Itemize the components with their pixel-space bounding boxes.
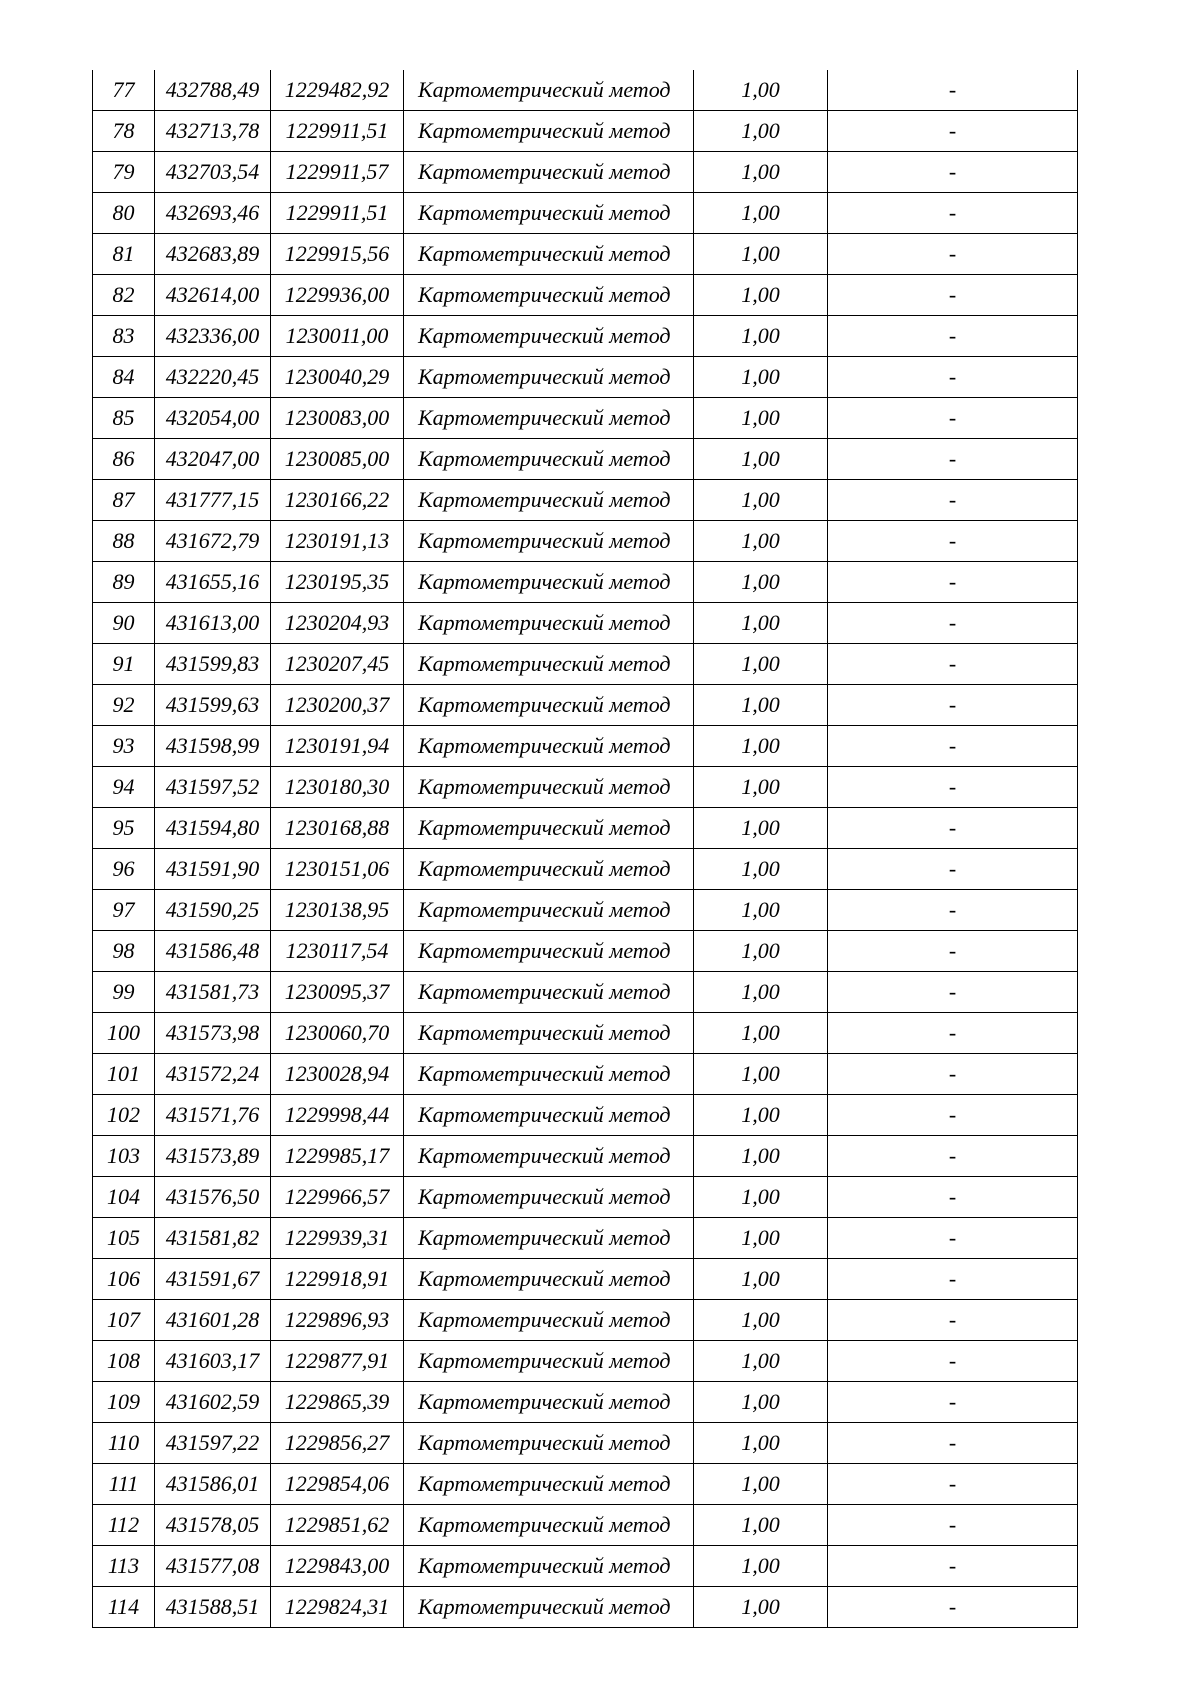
y-coordinate-cell: 1230191,94 — [271, 726, 404, 767]
x-coordinate-cell: 431602,59 — [155, 1382, 271, 1423]
x-coordinate-cell: 431777,15 — [155, 480, 271, 521]
y-coordinate-cell: 1230207,45 — [271, 644, 404, 685]
accuracy-cell: 1,00 — [694, 1382, 828, 1423]
description-cell: - — [828, 1054, 1078, 1095]
point-number-cell: 91 — [93, 644, 155, 685]
table-row — [93, 152, 1078, 193]
description-cell: - — [828, 234, 1078, 275]
method-cell: Картометрический метод — [404, 1546, 694, 1587]
description-cell: - — [828, 1218, 1078, 1259]
table-row — [93, 111, 1078, 152]
y-coordinate-cell: 1229896,93 — [271, 1300, 404, 1341]
x-coordinate-cell: 432703,54 — [155, 152, 271, 193]
method-cell: Картометрический метод — [404, 439, 694, 480]
point-number-cell: 93 — [93, 726, 155, 767]
description-cell: - — [828, 931, 1078, 972]
description-cell: - — [828, 1382, 1078, 1423]
point-number-cell: 100 — [93, 1013, 155, 1054]
y-coordinate-cell: 1229865,39 — [271, 1382, 404, 1423]
x-coordinate-cell: 431597,22 — [155, 1423, 271, 1464]
point-number-cell: 87 — [93, 480, 155, 521]
method-cell: Картометрический метод — [404, 152, 694, 193]
x-coordinate-cell: 431613,00 — [155, 603, 271, 644]
description-cell: - — [828, 1300, 1078, 1341]
y-coordinate-cell: 1229966,57 — [271, 1177, 404, 1218]
x-coordinate-cell: 431572,24 — [155, 1054, 271, 1095]
y-coordinate-cell: 1230200,37 — [271, 685, 404, 726]
accuracy-cell: 1,00 — [694, 193, 828, 234]
y-coordinate-cell: 1229936,00 — [271, 275, 404, 316]
method-cell: Картометрический метод — [404, 931, 694, 972]
accuracy-cell: 1,00 — [694, 480, 828, 521]
description-cell: - — [828, 439, 1078, 480]
x-coordinate-cell: 431577,08 — [155, 1546, 271, 1587]
point-number-cell: 97 — [93, 890, 155, 931]
method-cell: Картометрический метод — [404, 767, 694, 808]
y-coordinate-cell: 1229939,31 — [271, 1218, 404, 1259]
y-coordinate-cell: 1230168,88 — [271, 808, 404, 849]
method-cell: Картометрический метод — [404, 726, 694, 767]
accuracy-cell: 1,00 — [694, 111, 828, 152]
method-cell: Картометрический метод — [404, 1341, 694, 1382]
accuracy-cell: 1,00 — [694, 1136, 828, 1177]
accuracy-cell: 1,00 — [694, 562, 828, 603]
point-number-cell: 96 — [93, 849, 155, 890]
accuracy-cell: 1,00 — [694, 931, 828, 972]
method-cell: Картометрический метод — [404, 70, 694, 111]
method-cell: Картометрический метод — [404, 1464, 694, 1505]
y-coordinate-cell: 1229998,44 — [271, 1095, 404, 1136]
method-cell: Картометрический метод — [404, 1382, 694, 1423]
description-cell: - — [828, 726, 1078, 767]
method-cell: Картометрический метод — [404, 808, 694, 849]
x-coordinate-cell: 431586,48 — [155, 931, 271, 972]
accuracy-cell: 1,00 — [694, 1587, 828, 1628]
x-coordinate-cell: 431586,01 — [155, 1464, 271, 1505]
x-coordinate-cell: 432713,78 — [155, 111, 271, 152]
point-number-cell: 81 — [93, 234, 155, 275]
description-cell: - — [828, 685, 1078, 726]
accuracy-cell: 1,00 — [694, 890, 828, 931]
y-coordinate-cell: 1229985,17 — [271, 1136, 404, 1177]
accuracy-cell: 1,00 — [694, 1423, 828, 1464]
point-number-cell: 77 — [93, 70, 155, 111]
table-row — [93, 1300, 1078, 1341]
accuracy-cell: 1,00 — [694, 275, 828, 316]
accuracy-cell: 1,00 — [694, 398, 828, 439]
y-coordinate-cell: 1229911,57 — [271, 152, 404, 193]
x-coordinate-cell: 431594,80 — [155, 808, 271, 849]
table-row — [93, 1382, 1078, 1423]
description-cell: - — [828, 562, 1078, 603]
point-number-cell: 99 — [93, 972, 155, 1013]
x-coordinate-cell: 431599,63 — [155, 685, 271, 726]
accuracy-cell: 1,00 — [694, 685, 828, 726]
method-cell: Картометрический метод — [404, 1054, 694, 1095]
description-cell: - — [828, 275, 1078, 316]
point-number-cell: 101 — [93, 1054, 155, 1095]
description-cell: - — [828, 1136, 1078, 1177]
table-row — [93, 808, 1078, 849]
method-cell: Картометрический метод — [404, 1587, 694, 1628]
method-cell: Картометрический метод — [404, 603, 694, 644]
accuracy-cell: 1,00 — [694, 1013, 828, 1054]
y-coordinate-cell: 1229877,91 — [271, 1341, 404, 1382]
point-number-cell: 86 — [93, 439, 155, 480]
description-cell: - — [828, 808, 1078, 849]
x-coordinate-cell: 431599,83 — [155, 644, 271, 685]
point-number-cell: 110 — [93, 1423, 155, 1464]
method-cell: Картометрический метод — [404, 234, 694, 275]
x-coordinate-cell: 432693,46 — [155, 193, 271, 234]
accuracy-cell: 1,00 — [694, 1341, 828, 1382]
y-coordinate-cell: 1230095,37 — [271, 972, 404, 1013]
table-row — [93, 972, 1078, 1013]
x-coordinate-cell: 432788,49 — [155, 70, 271, 111]
x-coordinate-cell: 431588,51 — [155, 1587, 271, 1628]
y-coordinate-cell: 1230117,54 — [271, 931, 404, 972]
point-number-cell: 107 — [93, 1300, 155, 1341]
y-coordinate-cell: 1229851,62 — [271, 1505, 404, 1546]
point-number-cell: 84 — [93, 357, 155, 398]
table-row — [93, 1177, 1078, 1218]
method-cell: Картометрический метод — [404, 1423, 694, 1464]
table-row — [93, 1095, 1078, 1136]
point-number-cell: 109 — [93, 1382, 155, 1423]
table-row — [93, 603, 1078, 644]
accuracy-cell: 1,00 — [694, 849, 828, 890]
x-coordinate-cell: 432336,00 — [155, 316, 271, 357]
description-cell: - — [828, 1095, 1078, 1136]
accuracy-cell: 1,00 — [694, 152, 828, 193]
table-row — [93, 1136, 1078, 1177]
description-cell: - — [828, 480, 1078, 521]
point-number-cell: 113 — [93, 1546, 155, 1587]
accuracy-cell: 1,00 — [694, 439, 828, 480]
point-number-cell: 94 — [93, 767, 155, 808]
point-number-cell: 78 — [93, 111, 155, 152]
method-cell: Картометрический метод — [404, 193, 694, 234]
method-cell: Картометрический метод — [404, 685, 694, 726]
point-number-cell: 82 — [93, 275, 155, 316]
point-number-cell: 114 — [93, 1587, 155, 1628]
table-row — [93, 193, 1078, 234]
method-cell: Картометрический метод — [404, 1136, 694, 1177]
table-row — [93, 767, 1078, 808]
description-cell: - — [828, 70, 1078, 111]
x-coordinate-cell: 431581,82 — [155, 1218, 271, 1259]
method-cell: Картометрический метод — [404, 111, 694, 152]
table-row — [93, 685, 1078, 726]
method-cell: Картометрический метод — [404, 849, 694, 890]
table-row — [93, 1546, 1078, 1587]
table-row — [93, 398, 1078, 439]
x-coordinate-cell: 432220,45 — [155, 357, 271, 398]
table-row — [93, 1423, 1078, 1464]
description-cell: - — [828, 603, 1078, 644]
method-cell: Картометрический метод — [404, 1095, 694, 1136]
x-coordinate-cell: 431591,90 — [155, 849, 271, 890]
x-coordinate-cell: 431573,98 — [155, 1013, 271, 1054]
table-row — [93, 562, 1078, 603]
description-cell: - — [828, 1546, 1078, 1587]
accuracy-cell: 1,00 — [694, 1218, 828, 1259]
y-coordinate-cell: 1230166,22 — [271, 480, 404, 521]
table-row — [93, 1054, 1078, 1095]
method-cell: Картометрический метод — [404, 480, 694, 521]
point-number-cell: 112 — [93, 1505, 155, 1546]
accuracy-cell: 1,00 — [694, 1546, 828, 1587]
point-number-cell: 111 — [93, 1464, 155, 1505]
description-cell: - — [828, 767, 1078, 808]
method-cell: Картометрический метод — [404, 316, 694, 357]
point-number-cell: 103 — [93, 1136, 155, 1177]
x-coordinate-cell: 431597,52 — [155, 767, 271, 808]
description-cell: - — [828, 1259, 1078, 1300]
accuracy-cell: 1,00 — [694, 1505, 828, 1546]
accuracy-cell: 1,00 — [694, 603, 828, 644]
table-row — [93, 480, 1078, 521]
point-number-cell: 102 — [93, 1095, 155, 1136]
point-number-cell: 85 — [93, 398, 155, 439]
table-row — [93, 1013, 1078, 1054]
table-row — [93, 890, 1078, 931]
description-cell: - — [828, 1177, 1078, 1218]
table-row — [93, 644, 1078, 685]
x-coordinate-cell: 431581,73 — [155, 972, 271, 1013]
accuracy-cell: 1,00 — [694, 316, 828, 357]
point-number-cell: 89 — [93, 562, 155, 603]
accuracy-cell: 1,00 — [694, 1300, 828, 1341]
method-cell: Картометрический метод — [404, 562, 694, 603]
description-cell: - — [828, 1464, 1078, 1505]
accuracy-cell: 1,00 — [694, 70, 828, 111]
x-coordinate-cell: 431573,89 — [155, 1136, 271, 1177]
method-cell: Картометрический метод — [404, 275, 694, 316]
point-number-cell: 92 — [93, 685, 155, 726]
accuracy-cell: 1,00 — [694, 1464, 828, 1505]
point-number-cell: 88 — [93, 521, 155, 562]
accuracy-cell: 1,00 — [694, 808, 828, 849]
y-coordinate-cell: 1229911,51 — [271, 111, 404, 152]
description-cell: - — [828, 644, 1078, 685]
point-number-cell: 90 — [93, 603, 155, 644]
method-cell: Картометрический метод — [404, 1218, 694, 1259]
x-coordinate-cell: 431672,79 — [155, 521, 271, 562]
accuracy-cell: 1,00 — [694, 972, 828, 1013]
table-row — [93, 726, 1078, 767]
y-coordinate-cell: 1229824,31 — [271, 1587, 404, 1628]
accuracy-cell: 1,00 — [694, 644, 828, 685]
y-coordinate-cell: 1230011,00 — [271, 316, 404, 357]
x-coordinate-cell: 432614,00 — [155, 275, 271, 316]
x-coordinate-cell: 432054,00 — [155, 398, 271, 439]
coordinates-table — [92, 70, 1078, 1628]
y-coordinate-cell: 1230180,30 — [271, 767, 404, 808]
y-coordinate-cell: 1229482,92 — [271, 70, 404, 111]
x-coordinate-cell: 432683,89 — [155, 234, 271, 275]
x-coordinate-cell: 432047,00 — [155, 439, 271, 480]
accuracy-cell: 1,00 — [694, 1095, 828, 1136]
accuracy-cell: 1,00 — [694, 357, 828, 398]
table-row — [93, 1464, 1078, 1505]
y-coordinate-cell: 1229854,06 — [271, 1464, 404, 1505]
method-cell: Картометрический метод — [404, 521, 694, 562]
y-coordinate-cell: 1230028,94 — [271, 1054, 404, 1095]
coordinates-table-body — [93, 70, 1078, 1628]
accuracy-cell: 1,00 — [694, 1177, 828, 1218]
description-cell: - — [828, 1341, 1078, 1382]
x-coordinate-cell: 431603,17 — [155, 1341, 271, 1382]
y-coordinate-cell: 1230085,00 — [271, 439, 404, 480]
x-coordinate-cell: 431590,25 — [155, 890, 271, 931]
point-number-cell: 98 — [93, 931, 155, 972]
point-number-cell: 80 — [93, 193, 155, 234]
y-coordinate-cell: 1229856,27 — [271, 1423, 404, 1464]
y-coordinate-cell: 1230195,35 — [271, 562, 404, 603]
accuracy-cell: 1,00 — [694, 1259, 828, 1300]
y-coordinate-cell: 1229843,00 — [271, 1546, 404, 1587]
point-number-cell: 95 — [93, 808, 155, 849]
accuracy-cell: 1,00 — [694, 726, 828, 767]
method-cell: Картометрический метод — [404, 398, 694, 439]
description-cell: - — [828, 1013, 1078, 1054]
table-row — [93, 1587, 1078, 1628]
method-cell: Картометрический метод — [404, 890, 694, 931]
description-cell: - — [828, 1505, 1078, 1546]
point-number-cell: 79 — [93, 152, 155, 193]
table-row — [93, 1341, 1078, 1382]
description-cell: - — [828, 849, 1078, 890]
y-coordinate-cell: 1230151,06 — [271, 849, 404, 890]
method-cell: Картометрический метод — [404, 644, 694, 685]
table-row — [93, 1259, 1078, 1300]
y-coordinate-cell: 1230083,00 — [271, 398, 404, 439]
accuracy-cell: 1,00 — [694, 234, 828, 275]
method-cell: Картометрический метод — [404, 1300, 694, 1341]
table-row — [93, 521, 1078, 562]
method-cell: Картометрический метод — [404, 1013, 694, 1054]
description-cell: - — [828, 316, 1078, 357]
table-row — [93, 1218, 1078, 1259]
description-cell: - — [828, 521, 1078, 562]
table-row — [93, 1505, 1078, 1546]
table-row — [93, 357, 1078, 398]
y-coordinate-cell: 1230138,95 — [271, 890, 404, 931]
point-number-cell: 83 — [93, 316, 155, 357]
table-row — [93, 316, 1078, 357]
x-coordinate-cell: 431591,67 — [155, 1259, 271, 1300]
x-coordinate-cell: 431655,16 — [155, 562, 271, 603]
x-coordinate-cell: 431578,05 — [155, 1505, 271, 1546]
method-cell: Картометрический метод — [404, 972, 694, 1013]
accuracy-cell: 1,00 — [694, 1054, 828, 1095]
method-cell: Картометрический метод — [404, 357, 694, 398]
y-coordinate-cell: 1230204,93 — [271, 603, 404, 644]
method-cell: Картометрический метод — [404, 1177, 694, 1218]
description-cell: - — [828, 1423, 1078, 1464]
accuracy-cell: 1,00 — [694, 767, 828, 808]
accuracy-cell: 1,00 — [694, 521, 828, 562]
table-row — [93, 931, 1078, 972]
point-number-cell: 108 — [93, 1341, 155, 1382]
x-coordinate-cell: 431576,50 — [155, 1177, 271, 1218]
point-number-cell: 106 — [93, 1259, 155, 1300]
y-coordinate-cell: 1229915,56 — [271, 234, 404, 275]
method-cell: Картометрический метод — [404, 1505, 694, 1546]
point-number-cell: 105 — [93, 1218, 155, 1259]
description-cell: - — [828, 1587, 1078, 1628]
y-coordinate-cell: 1230060,70 — [271, 1013, 404, 1054]
table-row — [93, 70, 1078, 111]
method-cell: Картометрический метод — [404, 1259, 694, 1300]
table-row — [93, 275, 1078, 316]
description-cell: - — [828, 972, 1078, 1013]
table-row — [93, 849, 1078, 890]
description-cell: - — [828, 193, 1078, 234]
y-coordinate-cell: 1229911,51 — [271, 193, 404, 234]
description-cell: - — [828, 890, 1078, 931]
y-coordinate-cell: 1230040,29 — [271, 357, 404, 398]
description-cell: - — [828, 152, 1078, 193]
x-coordinate-cell: 431571,76 — [155, 1095, 271, 1136]
table-row — [93, 439, 1078, 480]
x-coordinate-cell: 431598,99 — [155, 726, 271, 767]
x-coordinate-cell: 431601,28 — [155, 1300, 271, 1341]
y-coordinate-cell: 1230191,13 — [271, 521, 404, 562]
y-coordinate-cell: 1229918,91 — [271, 1259, 404, 1300]
table-row — [93, 234, 1078, 275]
description-cell: - — [828, 111, 1078, 152]
point-number-cell: 104 — [93, 1177, 155, 1218]
description-cell: - — [828, 357, 1078, 398]
description-cell: - — [828, 398, 1078, 439]
